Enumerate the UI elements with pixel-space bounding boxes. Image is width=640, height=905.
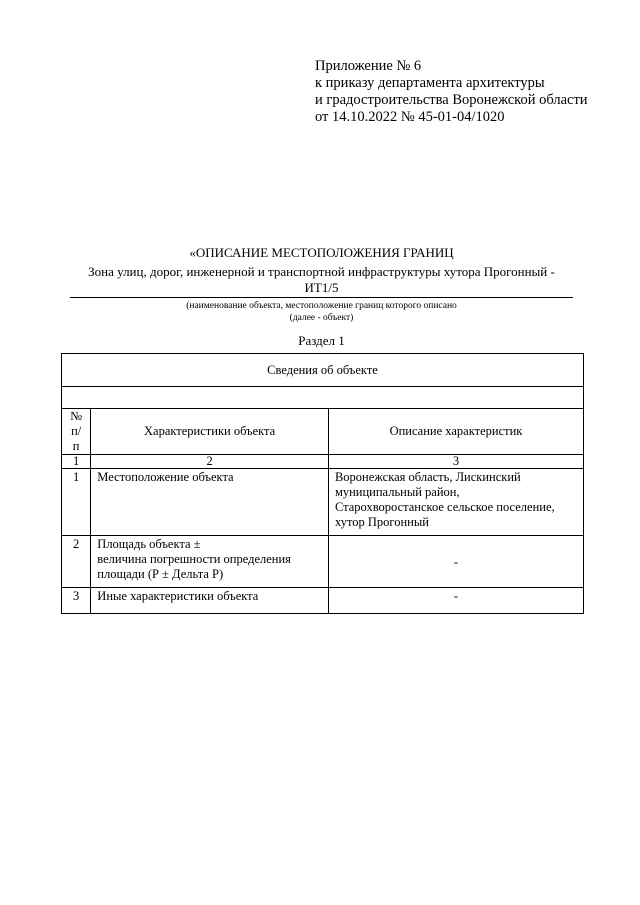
object-name-line-1: Зона улиц, дорог, инженерной и транспортной инфраструктуры хутора Прогонный - — [88, 264, 555, 279]
table-row — [62, 469, 584, 536]
appendix-line-4: от 14.10.2022 № 45-01-04/1020 — [315, 109, 505, 125]
header-number — [62, 409, 91, 455]
row-2-characteristic-line-3: площади (Р ± Дельта Р) — [97, 567, 224, 581]
object-note-line-1: (наименование объекта, местоположение границ которого описано — [186, 301, 457, 311]
row-1-characteristic: Местоположение объекта — [91, 469, 329, 536]
table-row — [62, 536, 584, 588]
underline-rule — [70, 297, 573, 298]
header-number-line-2: п/п — [71, 424, 82, 453]
section-label: Раздел 1 — [298, 333, 345, 348]
row-3-characteristic: Иные характеристики объекта — [91, 588, 329, 614]
document-title: «ОПИСАНИЕ МЕСТОПОЛОЖЕНИЯ ГРАНИЦ — [189, 245, 454, 260]
header-characteristics: Характеристики объекта — [91, 409, 329, 455]
object-note — [60, 300, 583, 324]
row-3-number: 3 — [62, 588, 91, 614]
object-info-table — [61, 353, 584, 614]
table-caption: Сведения об объекте — [62, 354, 584, 387]
row-1-description-line-4: хутор Прогонный — [334, 515, 429, 529]
header-number-line-1: № — [70, 409, 83, 423]
row-2-characteristic-line-1: Площадь объекта ± — [97, 537, 201, 551]
table-empty-row — [62, 387, 584, 409]
row-1-number: 1 — [62, 469, 91, 536]
object-name — [60, 264, 583, 296]
appendix-line-1: Приложение № 6 — [315, 58, 422, 74]
appendix-line-2: к приказу департамента архитектуры — [315, 75, 545, 91]
row-1-description — [328, 469, 583, 536]
table-row — [62, 588, 584, 614]
row-3-description: - — [328, 588, 583, 614]
row-2-characteristic — [91, 536, 329, 588]
column-number-2: 2 — [91, 455, 329, 469]
row-1-description-line-1: Воронежская область, Лискинский — [334, 470, 521, 484]
row-1-description-line-3: Старохворостанское сельское поселение, — [334, 500, 555, 514]
row-2-number: 2 — [62, 536, 91, 588]
object-name-line-2: ИТ1/5 — [304, 280, 339, 295]
column-number-3: 3 — [328, 455, 583, 469]
object-note-line-2: (далее - объект) — [289, 313, 354, 323]
appendix-header — [315, 58, 588, 126]
header-description: Описание характеристик — [328, 409, 583, 455]
appendix-line-3: и градостроительства Воронежской области — [315, 92, 588, 108]
row-2-characteristic-line-2: величина погрешности определения — [97, 552, 291, 566]
row-2-description: - — [328, 536, 583, 588]
column-number-1: 1 — [62, 455, 91, 469]
row-1-description-line-2: муниципальный район, — [334, 485, 460, 499]
